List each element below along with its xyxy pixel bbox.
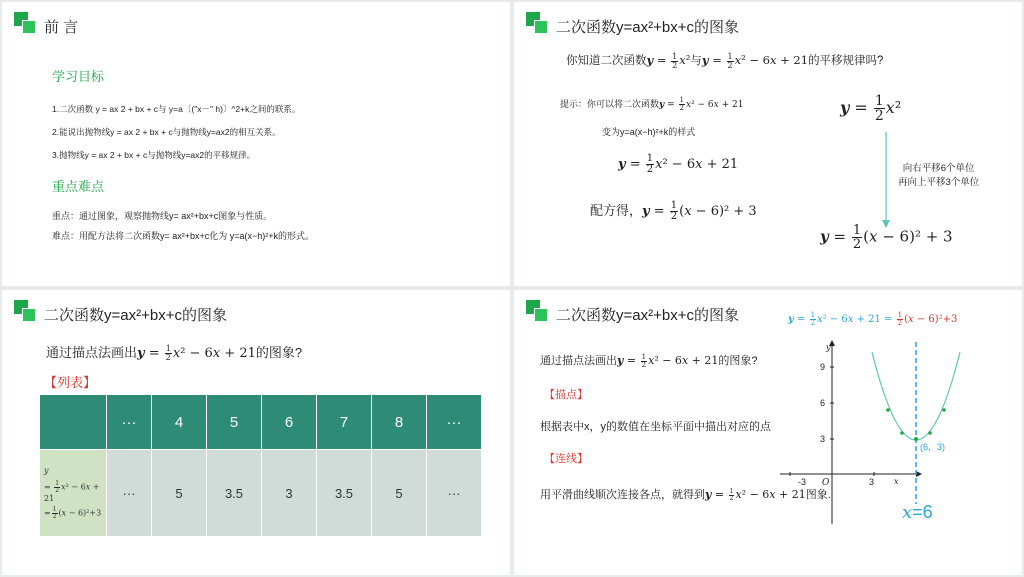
list-label: 【列表】 (44, 375, 97, 390)
goal-item-1: 1.二次函数 y = ax 2 + bx + c与 y=a〔("x－" h)〕^2+k之间的联系。 (52, 104, 301, 114)
y-tick-label: 6 (820, 398, 826, 408)
x-tick-label: 3 (869, 477, 875, 487)
slide-title: 二次函数y=ax²+bx+c的图象 (44, 307, 227, 324)
table-cell: 3.5 (207, 450, 262, 537)
graph-equation: y = $\frac{1}{2}$ x² − 6x + 21 = $\frac{1}{2}$ (x − 6)²+3 (788, 311, 958, 327)
table-cell: 5 (152, 450, 207, 537)
table-cell: ··· (107, 450, 152, 537)
table-cell: 5 (372, 450, 427, 537)
vertex-label: (6，3) (920, 442, 946, 452)
goal-item-3: 3.抛物线y = ax 2 + bx + c与抛物线y=ax2的平移规律。 (52, 150, 256, 160)
x-tick-label: -3 (798, 477, 807, 487)
shift-description: 向右平移6个单位 再向上平移3个单位 (898, 163, 980, 188)
equation-completed: 配方得，y = $\frac{1}{2}$ (x − 6)² + 3 (590, 200, 757, 222)
key-point: 重点：通过图象，观察抛物线y= ax²+bx+c图象与性质。 (52, 211, 273, 221)
prompt-line: 通过描点法画出y = $\frac{1}{2}$ x² − 6x + 21的图象? (540, 352, 758, 369)
plot-point (928, 431, 932, 435)
table-header-cell: 8 (372, 395, 427, 450)
table-header-cell (40, 395, 107, 450)
table-cell: ··· (427, 450, 482, 537)
equation-vertex-form: y = $\frac{1}{2}$ (x − 6)² + 3 (820, 223, 953, 252)
connect-label: 【连线】 (544, 453, 588, 465)
slide-preface (2, 2, 510, 286)
slide-title: 二次函数y=ax²+bx+c的图象 (556, 19, 739, 36)
table-header-cell: 7 (317, 395, 372, 450)
vertex-point (914, 437, 918, 441)
equation-basic: y = $\frac{1}{2}$ x² (840, 93, 902, 124)
y-tick-label: 9 (820, 362, 826, 372)
plot-point (886, 408, 890, 412)
slide-title: 前 言 (44, 19, 79, 36)
hint-line: 提示：你可以将二次函数y = $\frac{1}{2}$ x² − 6x + 21 (560, 96, 744, 112)
slide-title: 二次函数y=ax²+bx+c的图象 (556, 307, 739, 324)
table-cell: 3.5 (317, 450, 372, 537)
slide-table (2, 290, 510, 575)
x-axis-label: x (894, 477, 899, 486)
plot-point (900, 431, 904, 435)
table-header-row (40, 395, 482, 450)
table-cell: 3 (262, 450, 317, 537)
table-header-cell: ··· (107, 395, 152, 450)
value-table (39, 394, 482, 537)
down-arrow-icon (876, 130, 896, 230)
plot-points-label: 【描点】 (544, 389, 588, 401)
origin-label: O (822, 478, 830, 488)
hint-line-2: 变为y=a(x−h)²+k的样式 (602, 127, 696, 137)
plot-point (942, 408, 946, 412)
table-row-header: y = $\frac{1}{2}$ x² − 6x + 21 = $\frac{1}{2}$ (x − 6)²+3 (40, 450, 107, 537)
table-header-cell: 4 (152, 395, 207, 450)
table-header-cell: ··· (427, 395, 482, 450)
logo-icon (14, 300, 36, 322)
logo-icon (14, 12, 36, 34)
table-header-cell: 6 (262, 395, 317, 450)
y-tick-label: 3 (820, 434, 826, 444)
plot-points-text: 根据表中x，y的数值在坐标平面中描出对应的点 (540, 421, 771, 433)
prompt-line: 通过描点法画出y = $\frac{1}{2}$ x² − 6x + 21的图象? (46, 344, 303, 362)
difficult-point: 难点：用配方法将二次函数y= ax²+bx+c化为 y=a(x−h)²+k的形式。 (52, 231, 315, 241)
key-heading: 重点难点 (52, 179, 105, 194)
equation-original: y = $\frac{1}{2}$ x² − 6x + 21 (618, 153, 739, 175)
table-row (40, 450, 482, 537)
logo-icon (526, 12, 548, 34)
table-header-cell: 5 (207, 395, 262, 450)
parabola-graph (776, 338, 1022, 538)
slide-translation (514, 2, 1022, 286)
logo-icon (526, 300, 548, 322)
connect-text: 用平滑曲线顺次连接各点，就得到y = $\frac{1}{2}$ x² − 6x + 21图象. (540, 487, 831, 502)
question-line: 你知道二次函数y = $\frac{1}{2}$ x²与y = $\frac{1}{2}$ x² − 6x + 21的平移规律吗? (566, 51, 884, 70)
goal-item-2: 2.能说出抛物线y = ax 2 + bx + c与抛物线y=ax2的相互关系。 (52, 127, 281, 137)
goals-heading: 学习目标 (52, 69, 105, 84)
y-axis-label: y (826, 343, 831, 352)
symmetry-axis-label: x=6 (902, 502, 933, 523)
slide-graph (514, 290, 1022, 575)
